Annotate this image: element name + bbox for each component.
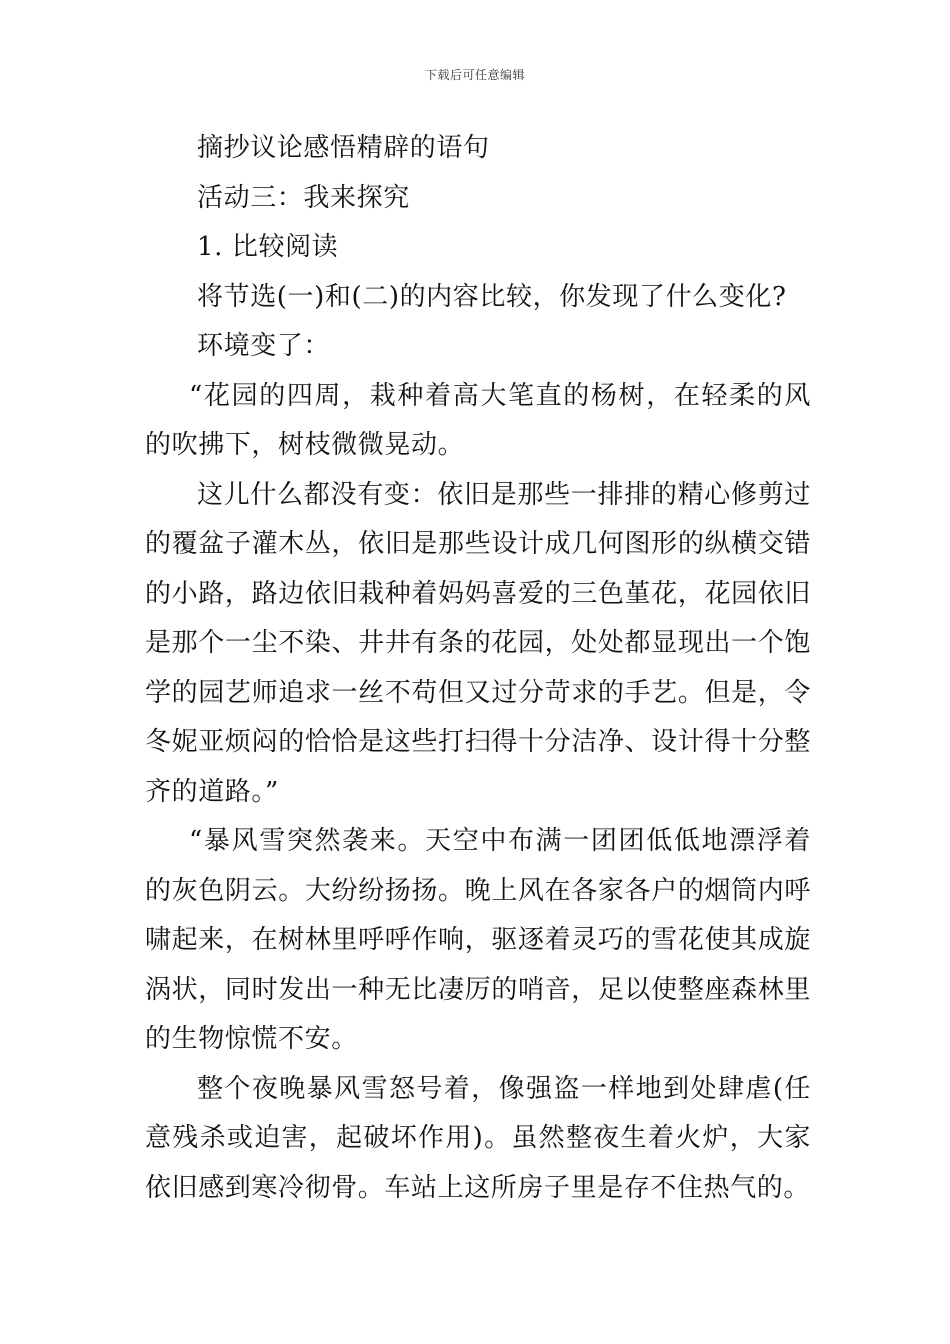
header-note: 下载后可任意编辑 — [424, 68, 525, 82]
paragraph-excerpt-heading: 摘抄议论感悟精辟的语句 — [197, 133, 490, 163]
paragraph-garden-description: 这儿什么都没有变：依旧是那些一排排的精心修剪过的覆盆子灌木丛，依旧是那些设计成几何图形的纵横交错的小路，路边依旧栽种着妈妈喜爱的三色堇花，花园依旧是那个一尘不染、井井有条的花园，处处都显现出一个饱学的园艺师追求一丝不苟但又过分苛求的手艺。但是，令冬妮亚烦闷的恰恰是这些打扫得十分洁净、设计得十分整齐的道路。” — [145, 479, 811, 807]
document-body — [145, 124, 811, 1213]
paragraph-activity-title: 活动三：我来探究 — [197, 182, 410, 213]
paragraph-compare-reading: 1. 比较阅读 — [197, 232, 339, 262]
paragraph-environment-changed: 环境变了： — [197, 331, 331, 361]
paragraph-blizzard-quote: “暴风雪突然袭来。天空中布满一团团低低地漂浮着的灰色阴云。大纷纷扬扬。晚上风在各家各户的烟筒内呼啸起来，在树林里呼呼作响，驱逐着灵巧的雪花使其成旋涡状，同时发出一种无比凄厉的哨音，足以使整座森林里的生物惊慌不安。 — [145, 826, 811, 1054]
paragraph-garden-quote: “花园的四周，栽种着高大笔直的杨树，在轻柔的风的吹拂下，树枝微微晃动。 — [145, 380, 811, 460]
paragraph-night-storm: 整个夜晚暴风雪怒号着，像强盗一样地到处肆虐(任意残杀或迫害，起破坏作用)。虽然整夜生着火炉，大家依旧感到寒冷彻骨。车站上这所房子里是存不住热气的。 — [145, 1073, 811, 1203]
paragraph-compare-question: 将节选(一)和(二)的内容比较，你发现了什么变化? — [197, 281, 787, 312]
